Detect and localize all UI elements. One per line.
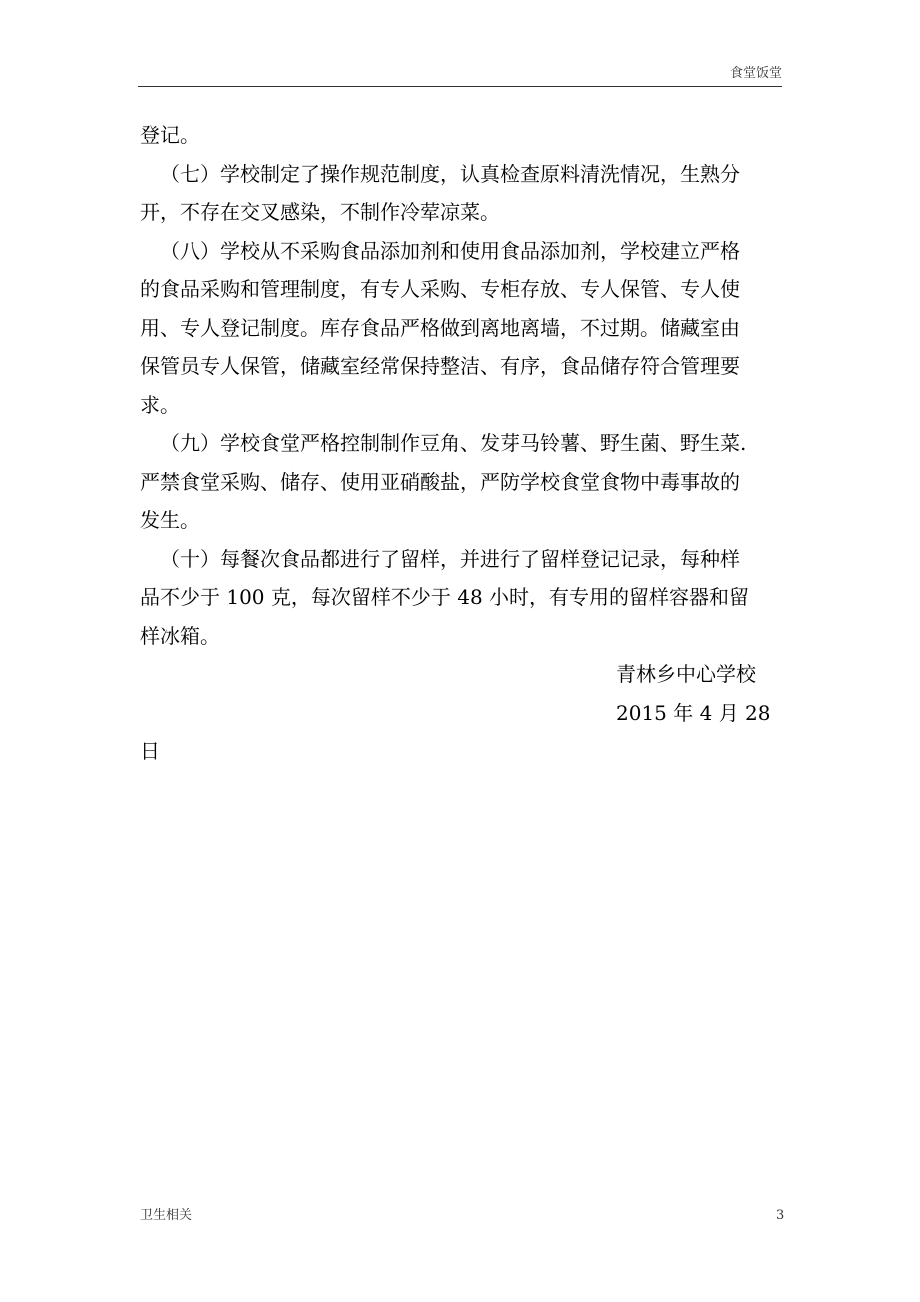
paragraph-line: （八）学校从不采购食品添加剂和使用食品添加剂，学校建立严格: [160, 238, 740, 263]
page-number: 3: [776, 1208, 785, 1223]
footer-label: 卫生相关: [140, 1208, 193, 1223]
paragraph-line: 登记。: [140, 123, 200, 147]
paragraph-line: 用、专人登记制度。库存食品严格做到离地离墙，不过期。储藏室由: [140, 315, 740, 340]
running-header: 食堂饭堂: [729, 66, 782, 81]
paragraph-line: （十）每餐次食品都进行了留样，并进行了留样登记记录，每种样: [160, 546, 740, 571]
paragraph-line: 的食品采购和管理制度，有专人采购、专柜存放、专人保管、专人使: [140, 277, 740, 301]
paragraph-line: 样冰箱。: [140, 623, 220, 648]
date-line: 2015 年 4 月 28: [616, 700, 771, 725]
paragraph-line: （九）学校食堂严格控制制作豆角、发芽马铃薯、野生菌、野生菜.: [160, 431, 747, 455]
paragraph-line: 发生。: [140, 508, 200, 532]
paragraph-line: 开，不存在交叉感染，不制作冷荤凉菜。: [140, 200, 500, 224]
signature-line: 青林乡中心学校: [616, 662, 756, 686]
date-continuation: 日: [140, 739, 160, 763]
paragraph-line: （七）学校制定了操作规范制度，认真检查原料清洗情况，生熟分: [160, 161, 740, 186]
paragraph-line: 严禁食堂采购、储存、使用亚硝酸盐，严防学校食堂食物中毒事故的: [140, 469, 740, 494]
paragraph-line: 求。: [140, 392, 180, 417]
document-body: [140, 116, 782, 771]
paragraph-line: 品不少于 100 克，每次留样不少于 48 小时，有专用的留样容器和留: [140, 585, 750, 609]
header-divider: [138, 86, 782, 87]
paragraph-line: 保管员专人保管，储藏室经常保持整洁、有序，食品储存符合管理要: [140, 354, 740, 378]
